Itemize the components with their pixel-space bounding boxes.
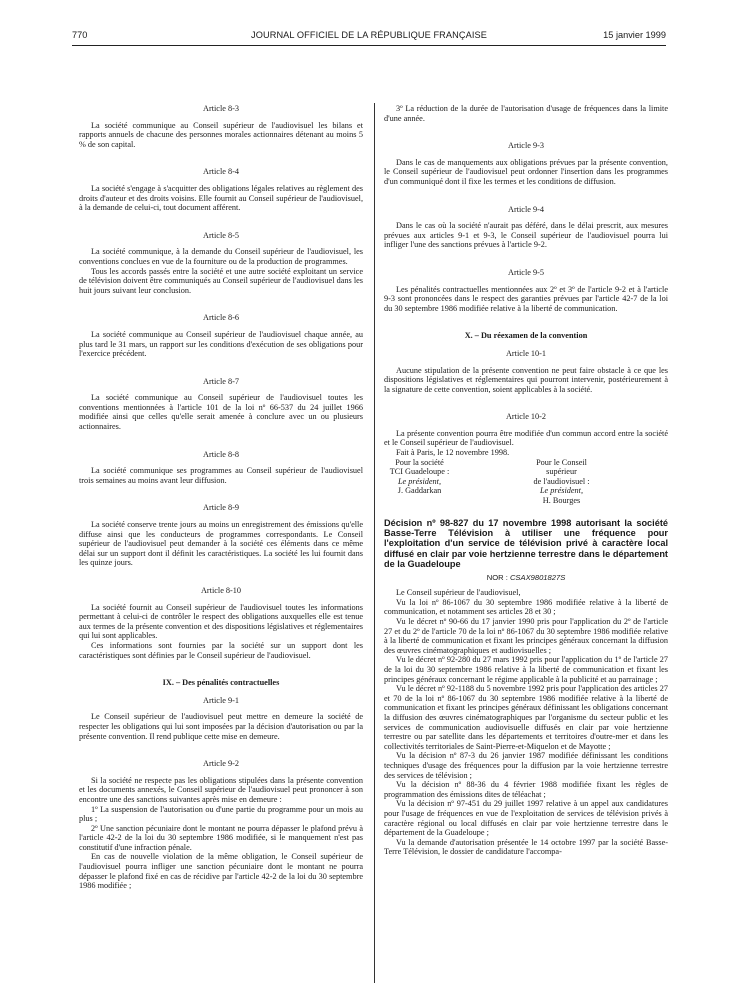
paragraph: 1º La suspension de l'autorisation ou d'une partie du programme pour un mois au plus ; <box>79 804 363 824</box>
article-10-2 <box>384 412 668 457</box>
visa: Le Conseil supérieur de l'audiovisuel, <box>396 588 521 598</box>
article-8-3 <box>79 104 363 149</box>
paragraph: Ces informations sont fournies par la société sur un support dont les caractéristiques sont définies par le Conseil supérieur de l'audiovisuel. <box>79 640 363 660</box>
article-title: Article 9-2 <box>203 759 239 769</box>
paragraph: Dans le cas où la société n'aurait pas déféré, dans le délai prescrit, aux mesures prévues aux articles 9-1 et 9-3, le Conseil supérieur de l'audiovisuel pourra lui infliger l'une des sanctions prévues à l'article 9-2. <box>384 221 668 250</box>
signatures <box>384 458 668 506</box>
visa: Vu la décision nº 87-3 du 26 janvier 1987 modifiée définissant les conditions techniques d'usage des fréquences pour la diffusion par la voie hertzienne terrestre des services de télévision ; <box>384 751 668 780</box>
paragraph: Dans le cas de manquements aux obligations prévues par la présente convention, le Conseil supérieur de l'audiovisuel peut ordonner l'insertion dans les programmes d'un communiqué dont il fixe les termes et les conditions de diffusion. <box>384 157 668 186</box>
signature-line: de l'audiovisuel : <box>533 476 590 486</box>
signature-role: Le président, <box>397 476 442 486</box>
visa: Vu le décret nº 92-280 du 27 mars 1992 pris pour l'application du 1º de l'article 27 de la loi du 30 septembre 1986 relative à la liberté de communication et fixant les principes généraux concernant le régime applicable à la publicité et au parrainage ; <box>384 655 668 684</box>
nor-reference <box>384 573 668 583</box>
visa: Vu la loi nº 86-1067 du 30 septembre 1986 modifiée relative à la liberté de communication, et notamment ses articles 28 et 30 ; <box>384 597 668 617</box>
paragraph: La société conserve trente jours au moins un enregistrement des émissions qu'elle diffuse ainsi que les conducteurs de programmes correspondants. Le Conseil supérieur de l'audiovisuel peut demander à la société ces éléments dans ce même délai sur un support dont il définit les caractéristiques. La société les lui fournit dans les quinze jours. <box>79 520 363 568</box>
paragraph: La société communique ses programmes au Conseil supérieur de l'audiovisuel trois semaines au moins avant leur diffusion. <box>79 466 363 485</box>
signature-csa <box>526 458 668 506</box>
article-title: Article 8-5 <box>203 230 239 240</box>
done-at: Fait à Paris, le 12 novembre 1998. <box>396 448 510 458</box>
paragraph: La société communique au Conseil supérieur de l'audiovisuel toutes les conventions mentionnées à l'article 101 de la loi nº 66-537 du 24 juillet 1966 modifiée ainsi que celles qu'elle serait amenée à conclure avec un ou plusieurs actionnaires. <box>79 393 363 432</box>
article-9-2-continued <box>384 104 668 123</box>
article-title: Article 9-3 <box>508 141 544 151</box>
article-title: Article 10-2 <box>505 412 547 422</box>
article-8-9 <box>79 503 363 568</box>
section-heading: IX. – Des pénalités contractuelles <box>162 678 280 688</box>
article-9-3 <box>384 141 668 186</box>
article-8-10 <box>79 586 363 660</box>
article-8-6 <box>79 313 363 358</box>
page-number: 770 <box>72 30 88 40</box>
article-title: Article 10-1 <box>505 348 547 358</box>
signatory-name: J. Gaddarkan <box>397 486 442 496</box>
paragraph: La société s'engage à s'acquitter des obligations légales relatives au règlement des droits d'auteur et des droits voisins. Elle fournit au Conseil supérieur de l'audiovisuel, à la demande de celui-ci, tout document afférent. <box>79 183 363 213</box>
paragraph: Si la société ne respecte pas les obligations stipulées dans la présente convention et les documents annexés, le Conseil supérieur de l'audiovisuel peut prononcer à son encontre une des sanctions suivantes après mise en demeure : <box>79 775 363 804</box>
signatory-name: H. Bourges <box>542 496 581 506</box>
signature-line: TCI Guadeloupe : <box>389 467 450 477</box>
visa: Vu le décret nº 90-66 du 17 janvier 1990 pris pour l'application du 2º de l'article 27 et du 2º de l'article 70 de la loi nº 86-1067 du 30 septembre 1986 modifiée relative à la liberté de communication et fixant les principes généraux concernant la diffusion des œuvres cinématographiques et audiovisuelles ; <box>384 617 668 655</box>
visa: Vu le décret nº 92-1188 du 5 novembre 1992 pris pour l'application des articles 27 et 70 de la loi nº 86-1067 du 30 septembre 1986 modifiée relative à la liberté de communication et fixant les principes généraux définissant les obligations concernant la diffusion des œuvres cinématographiques par l'organisme du secteur public et les services de communication audiovisuelle diffusés en clair par voie hertzienne terrestre ou par satellite dans les départements et territoires d'outre-mer et dans les collectivités territoriales de Saint-Pierre-et-Miquelon et de Mayotte ; <box>384 684 668 751</box>
article-9-2 <box>79 759 363 891</box>
left-column <box>79 104 363 891</box>
signature-company <box>384 458 526 506</box>
nor-label: NOR : <box>486 572 508 582</box>
page-header <box>72 30 666 44</box>
decision-title: Décision nº 98-827 du 17 novembre 1998 autorisant la société Basse-Terre Télévision à utiliser une fréquence pour l'exploitation d'un service de télévision privé à caractère local diffusé en clair par voie hertzienne terrestre dans le département de la Guadeloupe <box>384 517 668 570</box>
section-heading: X. – Du réexamen de la convention <box>464 331 588 341</box>
signature-line: Pour le Conseil supérieur <box>536 457 587 477</box>
article-title: Article 9-4 <box>508 204 544 214</box>
paragraph: 3º La réduction de la durée de l'autorisation d'usage de fréquences dans la limite d'une année. <box>384 104 668 123</box>
paragraph: La présente convention pourra être modifiée d'un commun accord entre la société et le Conseil supérieur de l'audiovisuel. <box>384 428 668 448</box>
article-title: Article 8-10 <box>200 586 242 595</box>
paragraph: Tous les accords passés entre la société et une autre société exploitant un service de télévision doivent être communiqués au Conseil supérieur de l'audiovisuel dans les huit jours suivant leur conclusion. <box>79 266 363 295</box>
article-title: Article 8-8 <box>203 449 239 459</box>
visa: Vu la demande d'autorisation présentée le 14 octobre 1997 par la société Basse-Terre Télévision, le dossier de candidature l'accompa- <box>384 837 668 857</box>
article-9-5 <box>384 268 668 313</box>
article-title: Article 9-1 <box>203 695 239 705</box>
visas-list <box>384 588 668 857</box>
article-10-1 <box>384 349 668 394</box>
article-9-4 <box>384 205 668 250</box>
paragraph: La société communique, à la demande du Conseil supérieur de l'audiovisuel, les conventions conclues en vue de la fourniture ou de la production de programmes. <box>79 247 363 266</box>
journal-title: JOURNAL OFFICIEL DE LA RÉPUBLIQUE FRANÇAISE <box>251 30 487 40</box>
article-9-1 <box>79 696 363 741</box>
visa: Vu la décision nº 97-451 du 29 juillet 1997 relative à un appel aux candidatures pour l'usage de fréquences en vue de l'exploitation de services de télévision privés à caractère régional ou local diffusés en clair par voie hertzienne terrestre dans le département de la Guadeloupe ; <box>384 799 668 838</box>
issue-date: 15 janvier 1999 <box>603 30 666 40</box>
article-8-8 <box>79 450 363 486</box>
header-rule <box>72 45 666 46</box>
signature-line: Pour la société <box>395 457 444 467</box>
column-divider <box>374 103 375 983</box>
article-title: Article 8-6 <box>203 313 239 323</box>
article-8-5 <box>79 231 363 296</box>
article-8-4 <box>79 167 363 212</box>
visa: Vu la décision nº 88-36 du 4 février 1988 modifiée fixant les règles de programmation des émissions dites de téléachat ; <box>384 780 668 799</box>
paragraph: 2º Une sanction pécuniaire dont le montant ne pourra dépasser le plafond prévu à l'article 42-2 de la loi du 30 septembre 1986 modifiée, si le manquement n'est pas constitutif d'une infraction pénale. <box>79 823 363 852</box>
article-title: Article 8-9 <box>203 503 239 513</box>
article-title: Article 9-5 <box>508 267 544 277</box>
nor-code: CSAX9801827S <box>509 572 566 582</box>
signature-role: Le président, <box>539 486 584 496</box>
paragraph: La société fournit au Conseil supérieur de l'audiovisuel toutes les informations permettant à celui-ci de contrôler le respect des obligations auxquelles elle est tenue aux termes de la présente convention et des dispositions législatives et réglementaires qui lui sont applicables. <box>79 602 363 641</box>
right-column <box>384 104 668 857</box>
paragraph: Aucune stipulation de la présente convention ne peut faire obstacle à ce que les dispositions législatives et réglementaires qui pourront intervenir, postérieurement à la signature de cette convention, soient applicables à la société. <box>384 365 668 394</box>
article-8-7 <box>79 377 363 432</box>
paragraph: La société communique au Conseil supérieur de l'audiovisuel les bilans et rapports annuels de chacune des personnes morales actionnaires détenant au moins 5 % de son capital. <box>79 120 363 149</box>
paragraph: En cas de nouvelle violation de la même obligation, le Conseil supérieur de l'audiovisuel pourra infliger une sanction pécuniaire dont le montant ne pourra dépasser le plafond fixé en cas de récidive par l'article 42-2 de la loi du 30 septembre 1986 modifiée ; <box>79 852 363 891</box>
paragraph: Les pénalités contractuelles mentionnées aux 2º et 3º de l'article 9-2 et à l'article 9-3 sont prononcées dans le respect des garanties prévues par l'article 42-7 de la loi du 30 septembre 1986 modifiée relative à la liberté de communication. <box>384 284 668 313</box>
paragraph: La société communique au Conseil supérieur de l'audiovisuel chaque année, au plus tard le 31 mars, un rapport sur les conditions d'exécution de ses obligations pour l'exercice précédent. <box>79 329 363 359</box>
article-title: Article 8-4 <box>203 167 239 177</box>
paragraph: Le Conseil supérieur de l'audiovisuel peut mettre en demeure la société de respecter les obligations qui lui sont imposées par la décision d'autorisation ou par la présente convention. Il rend publique cette mise en demeure. <box>79 712 363 741</box>
article-title: Article 8-7 <box>203 376 239 386</box>
article-title: Article 8-3 <box>203 104 239 113</box>
